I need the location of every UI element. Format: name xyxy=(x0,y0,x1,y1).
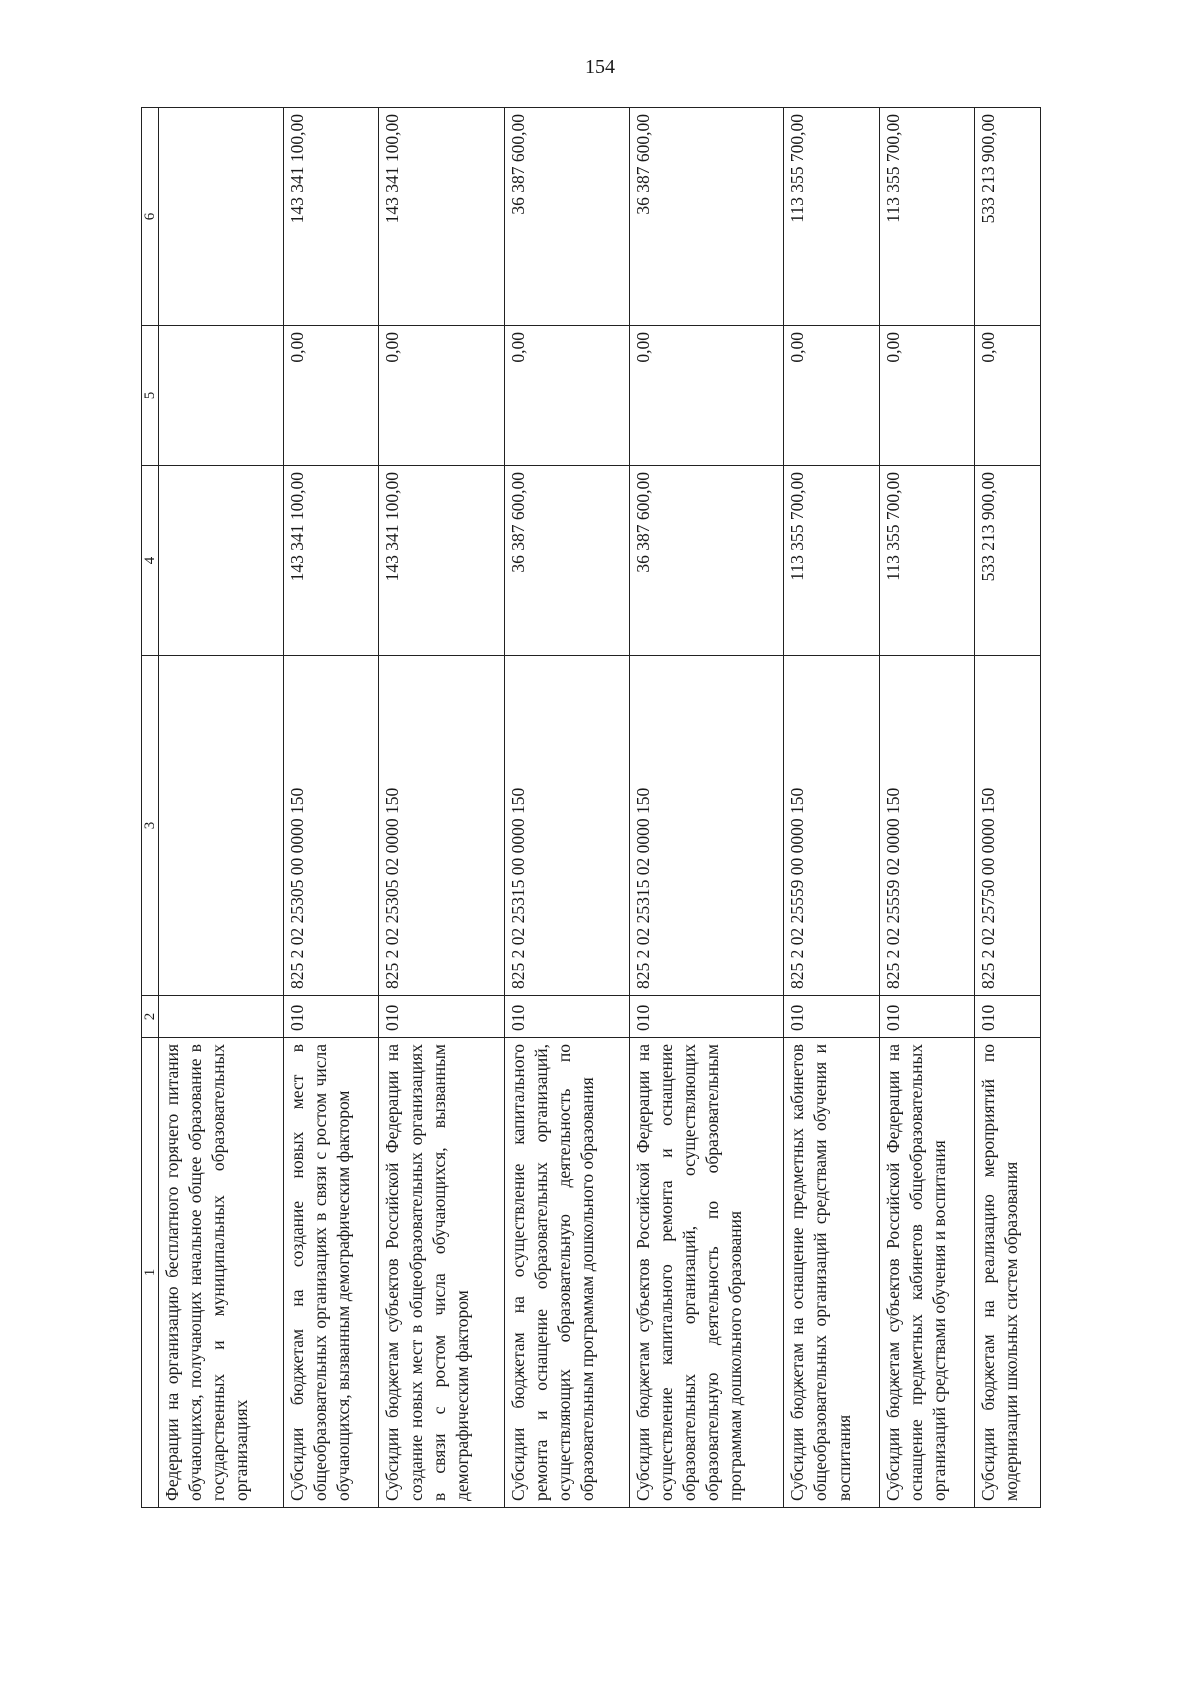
row-amount-col4: 143 341 100,00 xyxy=(284,466,379,656)
budget-table xyxy=(141,107,1041,1508)
row-budget-code: 825 2 02 25315 02 0000 150 xyxy=(629,656,784,996)
header-row xyxy=(142,108,159,1508)
row-amount-col4: 533 213 900,00 xyxy=(975,466,1041,656)
row-description: Субсидии бюджетам на создание новых мест в общеобразовательных организациях в связи с ростом числа обучающихся, вызванным демографическим фактором xyxy=(284,1038,379,1508)
row-amount-col5: 0,00 xyxy=(975,326,1041,466)
row-budget-code: 825 2 02 25559 00 0000 150 xyxy=(784,656,879,996)
row-amount-col6: 533 213 900,00 xyxy=(975,108,1041,326)
row-amount-col5: 0,00 xyxy=(879,326,974,466)
row-amount-col5: 0,00 xyxy=(379,326,504,466)
page-number: 154 xyxy=(585,56,615,78)
row-amount-col4: 113 355 700,00 xyxy=(879,466,974,656)
row-budget-code: 825 2 02 25315 00 0000 150 xyxy=(504,656,629,996)
row-amount-col5: 0,00 xyxy=(504,326,629,466)
table-row xyxy=(784,108,879,1508)
column-header-1: 1 xyxy=(142,1038,159,1508)
table-body xyxy=(159,108,1041,1508)
row-code-line: 010 xyxy=(975,996,1041,1038)
row-amount-col4: 36 387 600,00 xyxy=(629,466,784,656)
row-amount-col6: 36 387 600,00 xyxy=(504,108,629,326)
row-budget-code xyxy=(159,656,284,996)
rotated-table-container xyxy=(141,108,1041,1508)
row-amount-col6: 143 341 100,00 xyxy=(379,108,504,326)
row-amount-col5: 0,00 xyxy=(629,326,784,466)
row-description: Субсидии бюджетам на реализацию мероприятий по модернизации школьных систем образования xyxy=(975,1038,1041,1508)
row-amount-col4: 113 355 700,00 xyxy=(784,466,879,656)
row-budget-code: 825 2 02 25305 02 0000 150 xyxy=(379,656,504,996)
table-row xyxy=(379,108,504,1508)
column-header-4: 4 xyxy=(142,466,159,656)
row-code-line xyxy=(159,996,284,1038)
row-code-line: 010 xyxy=(629,996,784,1038)
row-amount-col5: 0,00 xyxy=(784,326,879,466)
row-description: Федерации на организацию бесплатного горячего питания обучающихся, получающих начальное общее образование в государственных и муниципальных образовательных организациях xyxy=(159,1038,284,1508)
row-description: Субсидии бюджетам субъектов Российской Федерации на оснащение предметных кабинетов общеобразовательных организаций средствами обучения и воспитания xyxy=(879,1038,974,1508)
column-header-5: 5 xyxy=(142,326,159,466)
row-budget-code: 825 2 02 25750 00 0000 150 xyxy=(975,656,1041,996)
row-amount-col4: 143 341 100,00 xyxy=(379,466,504,656)
table-row xyxy=(975,108,1041,1508)
table-row xyxy=(504,108,629,1508)
row-amount-col6 xyxy=(159,108,284,326)
row-code-line: 010 xyxy=(879,996,974,1038)
row-description: Субсидии бюджетам на оснащение предметных кабинетов общеобразовательных организаций средствами обучения и воспитания xyxy=(784,1038,879,1508)
row-code-line: 010 xyxy=(504,996,629,1038)
column-header-6: 6 xyxy=(142,108,159,326)
table-row xyxy=(629,108,784,1508)
row-description: Субсидии бюджетам субъектов Российской Федерации на создание новых мест в общеобразовательных организациях в связи с ростом числа обучающихся, вызванным демографическим фактором xyxy=(379,1038,504,1508)
row-code-line: 010 xyxy=(379,996,504,1038)
table-row xyxy=(284,108,379,1508)
row-amount-col5 xyxy=(159,326,284,466)
row-code-line: 010 xyxy=(784,996,879,1038)
row-amount-col4: 36 387 600,00 xyxy=(504,466,629,656)
table-row xyxy=(159,108,284,1508)
row-description: Субсидии бюджетам субъектов Российской Федерации на осуществление капитального ремонта и оснащение образовательных организаций, осуществляющих образовательную деятельность по образовательным программам дошкольного образования xyxy=(629,1038,784,1508)
row-budget-code: 825 2 02 25559 02 0000 150 xyxy=(879,656,974,996)
table-header xyxy=(142,108,159,1508)
row-budget-code: 825 2 02 25305 00 0000 150 xyxy=(284,656,379,996)
row-code-line: 010 xyxy=(284,996,379,1038)
row-amount-col6: 36 387 600,00 xyxy=(629,108,784,326)
row-amount-col6: 113 355 700,00 xyxy=(879,108,974,326)
row-amount-col5: 0,00 xyxy=(284,326,379,466)
row-amount-col4 xyxy=(159,466,284,656)
row-amount-col6: 113 355 700,00 xyxy=(784,108,879,326)
row-description: Субсидии бюджетам на осуществление капитального ремонта и оснащение образовательных организаций, осуществляющих образовательную деятельность по образовательным программам дошкольного образования xyxy=(504,1038,629,1508)
column-header-3: 3 xyxy=(142,656,159,996)
column-header-2: 2 xyxy=(142,996,159,1038)
table-row xyxy=(879,108,974,1508)
row-amount-col6: 143 341 100,00 xyxy=(284,108,379,326)
